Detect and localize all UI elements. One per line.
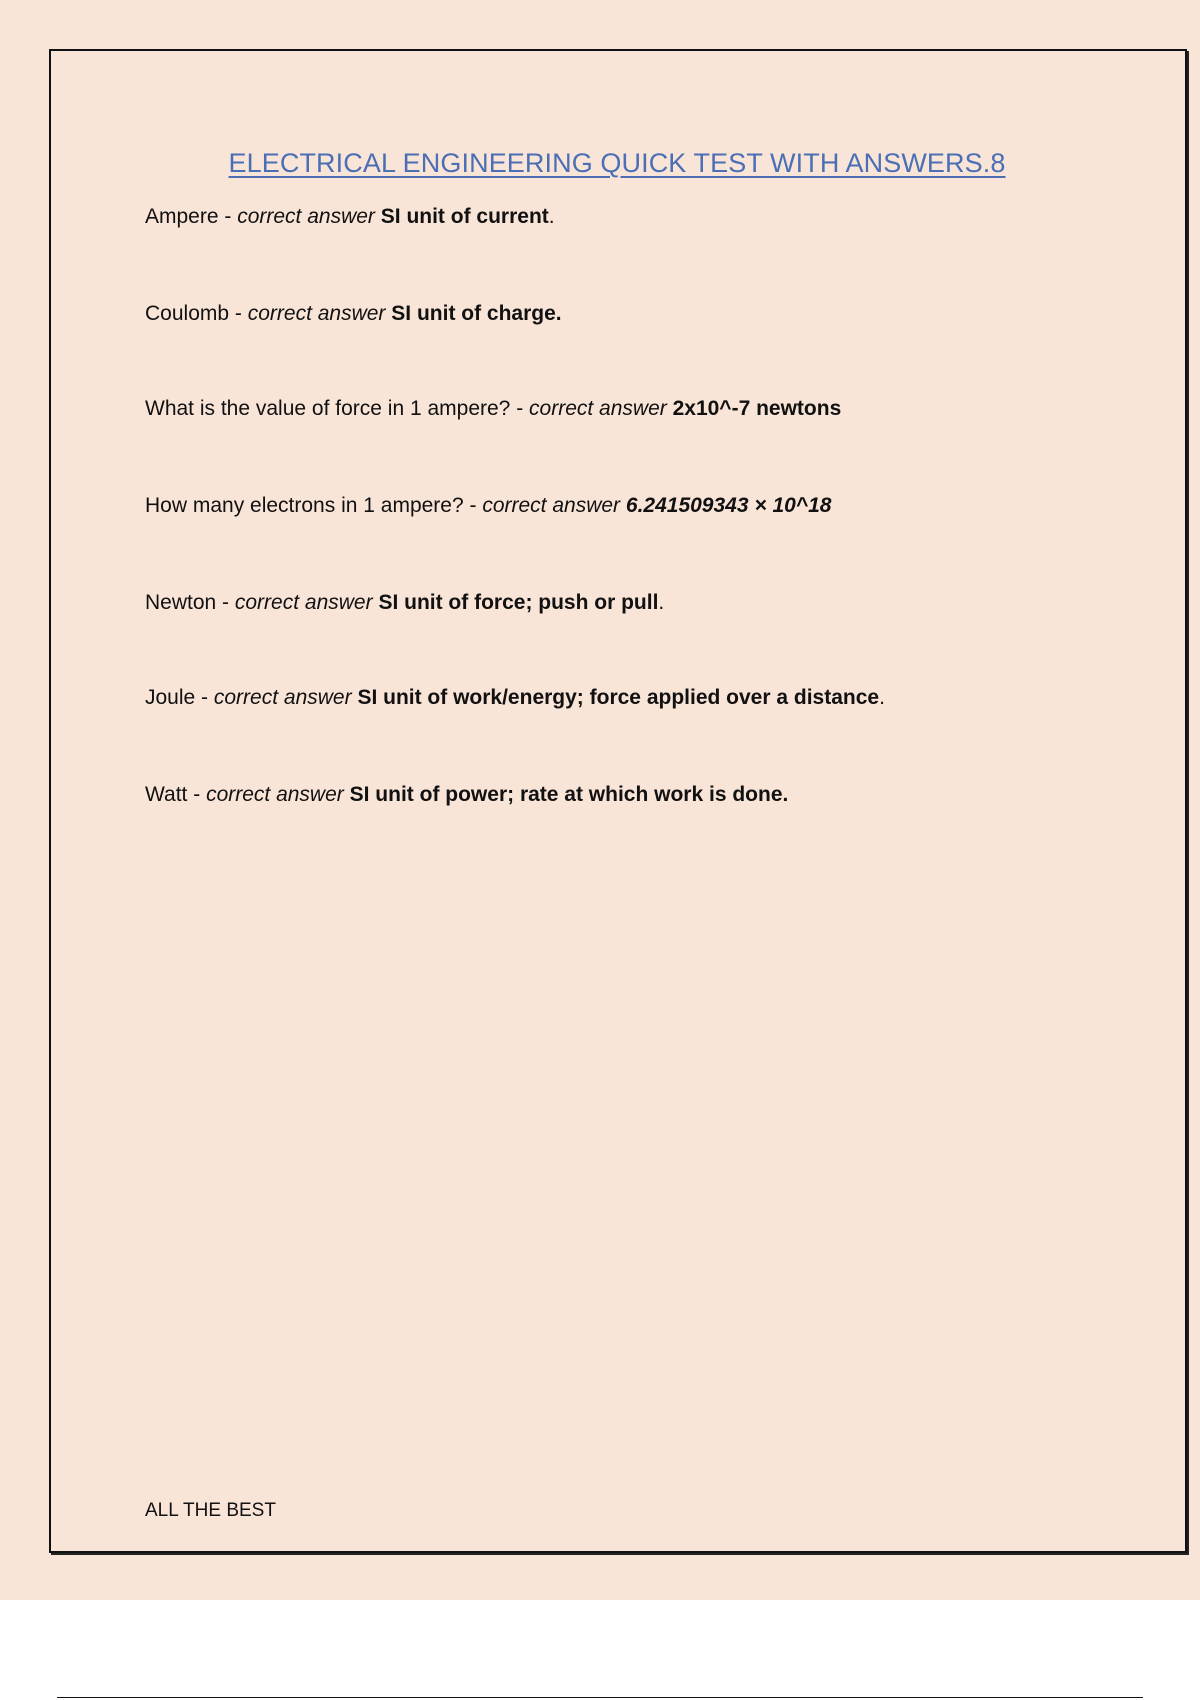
document-title: ELECTRICAL ENGINEERING QUICK TEST WITH ANSWERS.8 <box>228 148 1006 178</box>
qa-item-ampere <box>145 205 555 229</box>
qa-term: What is the value of force in 1 ampere? <box>145 397 511 420</box>
qa-separator: - <box>229 302 248 325</box>
qa-item-coulomb <box>145 302 562 326</box>
qa-answer: SI unit of force; push or pull <box>378 591 659 614</box>
qa-answer-label: correct answer <box>237 205 375 228</box>
closing-text: ALL THE BEST <box>145 1500 276 1521</box>
qa-item-electrons-in-ampere <box>145 494 831 518</box>
qa-item-joule <box>145 686 885 710</box>
qa-answer-label: correct answer <box>234 591 373 614</box>
qa-answer: 6.241509343 × 10^18 <box>625 494 832 517</box>
qa-item-watt <box>145 783 788 807</box>
qa-trail: . <box>879 686 885 709</box>
qa-separator: - <box>187 783 207 806</box>
qa-answer-label: correct answer <box>529 397 667 420</box>
qa-separator: - <box>216 591 235 614</box>
qa-term: Watt <box>145 783 188 806</box>
qa-item-newton <box>145 591 664 615</box>
qa-separator: - <box>463 494 483 517</box>
qa-answer-label: correct answer <box>482 494 621 517</box>
qa-answer: SI unit of charge. <box>391 302 562 325</box>
qa-term: Coulomb <box>145 302 230 325</box>
qa-trail: . <box>658 591 665 614</box>
footer-rule <box>57 1697 1143 1698</box>
qa-term: Newton <box>145 591 217 614</box>
qa-answer-label: correct answer <box>213 686 352 709</box>
qa-separator: - <box>218 205 238 228</box>
qa-answer: SI unit of current <box>380 205 549 228</box>
qa-answer-label: correct answer <box>206 783 344 806</box>
qa-trail: . <box>548 205 555 228</box>
qa-answer: SI unit of power; rate at which work is done. <box>349 783 789 806</box>
qa-term: How many electrons in 1 ampere? <box>145 494 464 517</box>
qa-term: Joule <box>145 686 196 709</box>
qa-separator: - <box>195 686 214 709</box>
qa-answer: SI unit of work/energy; force applied over a distance <box>357 686 880 709</box>
qa-separator: - <box>510 397 530 420</box>
qa-answer-label: correct answer <box>247 302 386 325</box>
qa-item-force-in-ampere <box>145 397 841 421</box>
qa-term: Ampere <box>145 205 219 228</box>
qa-answer: 2x10^-7 newtons <box>672 397 842 420</box>
